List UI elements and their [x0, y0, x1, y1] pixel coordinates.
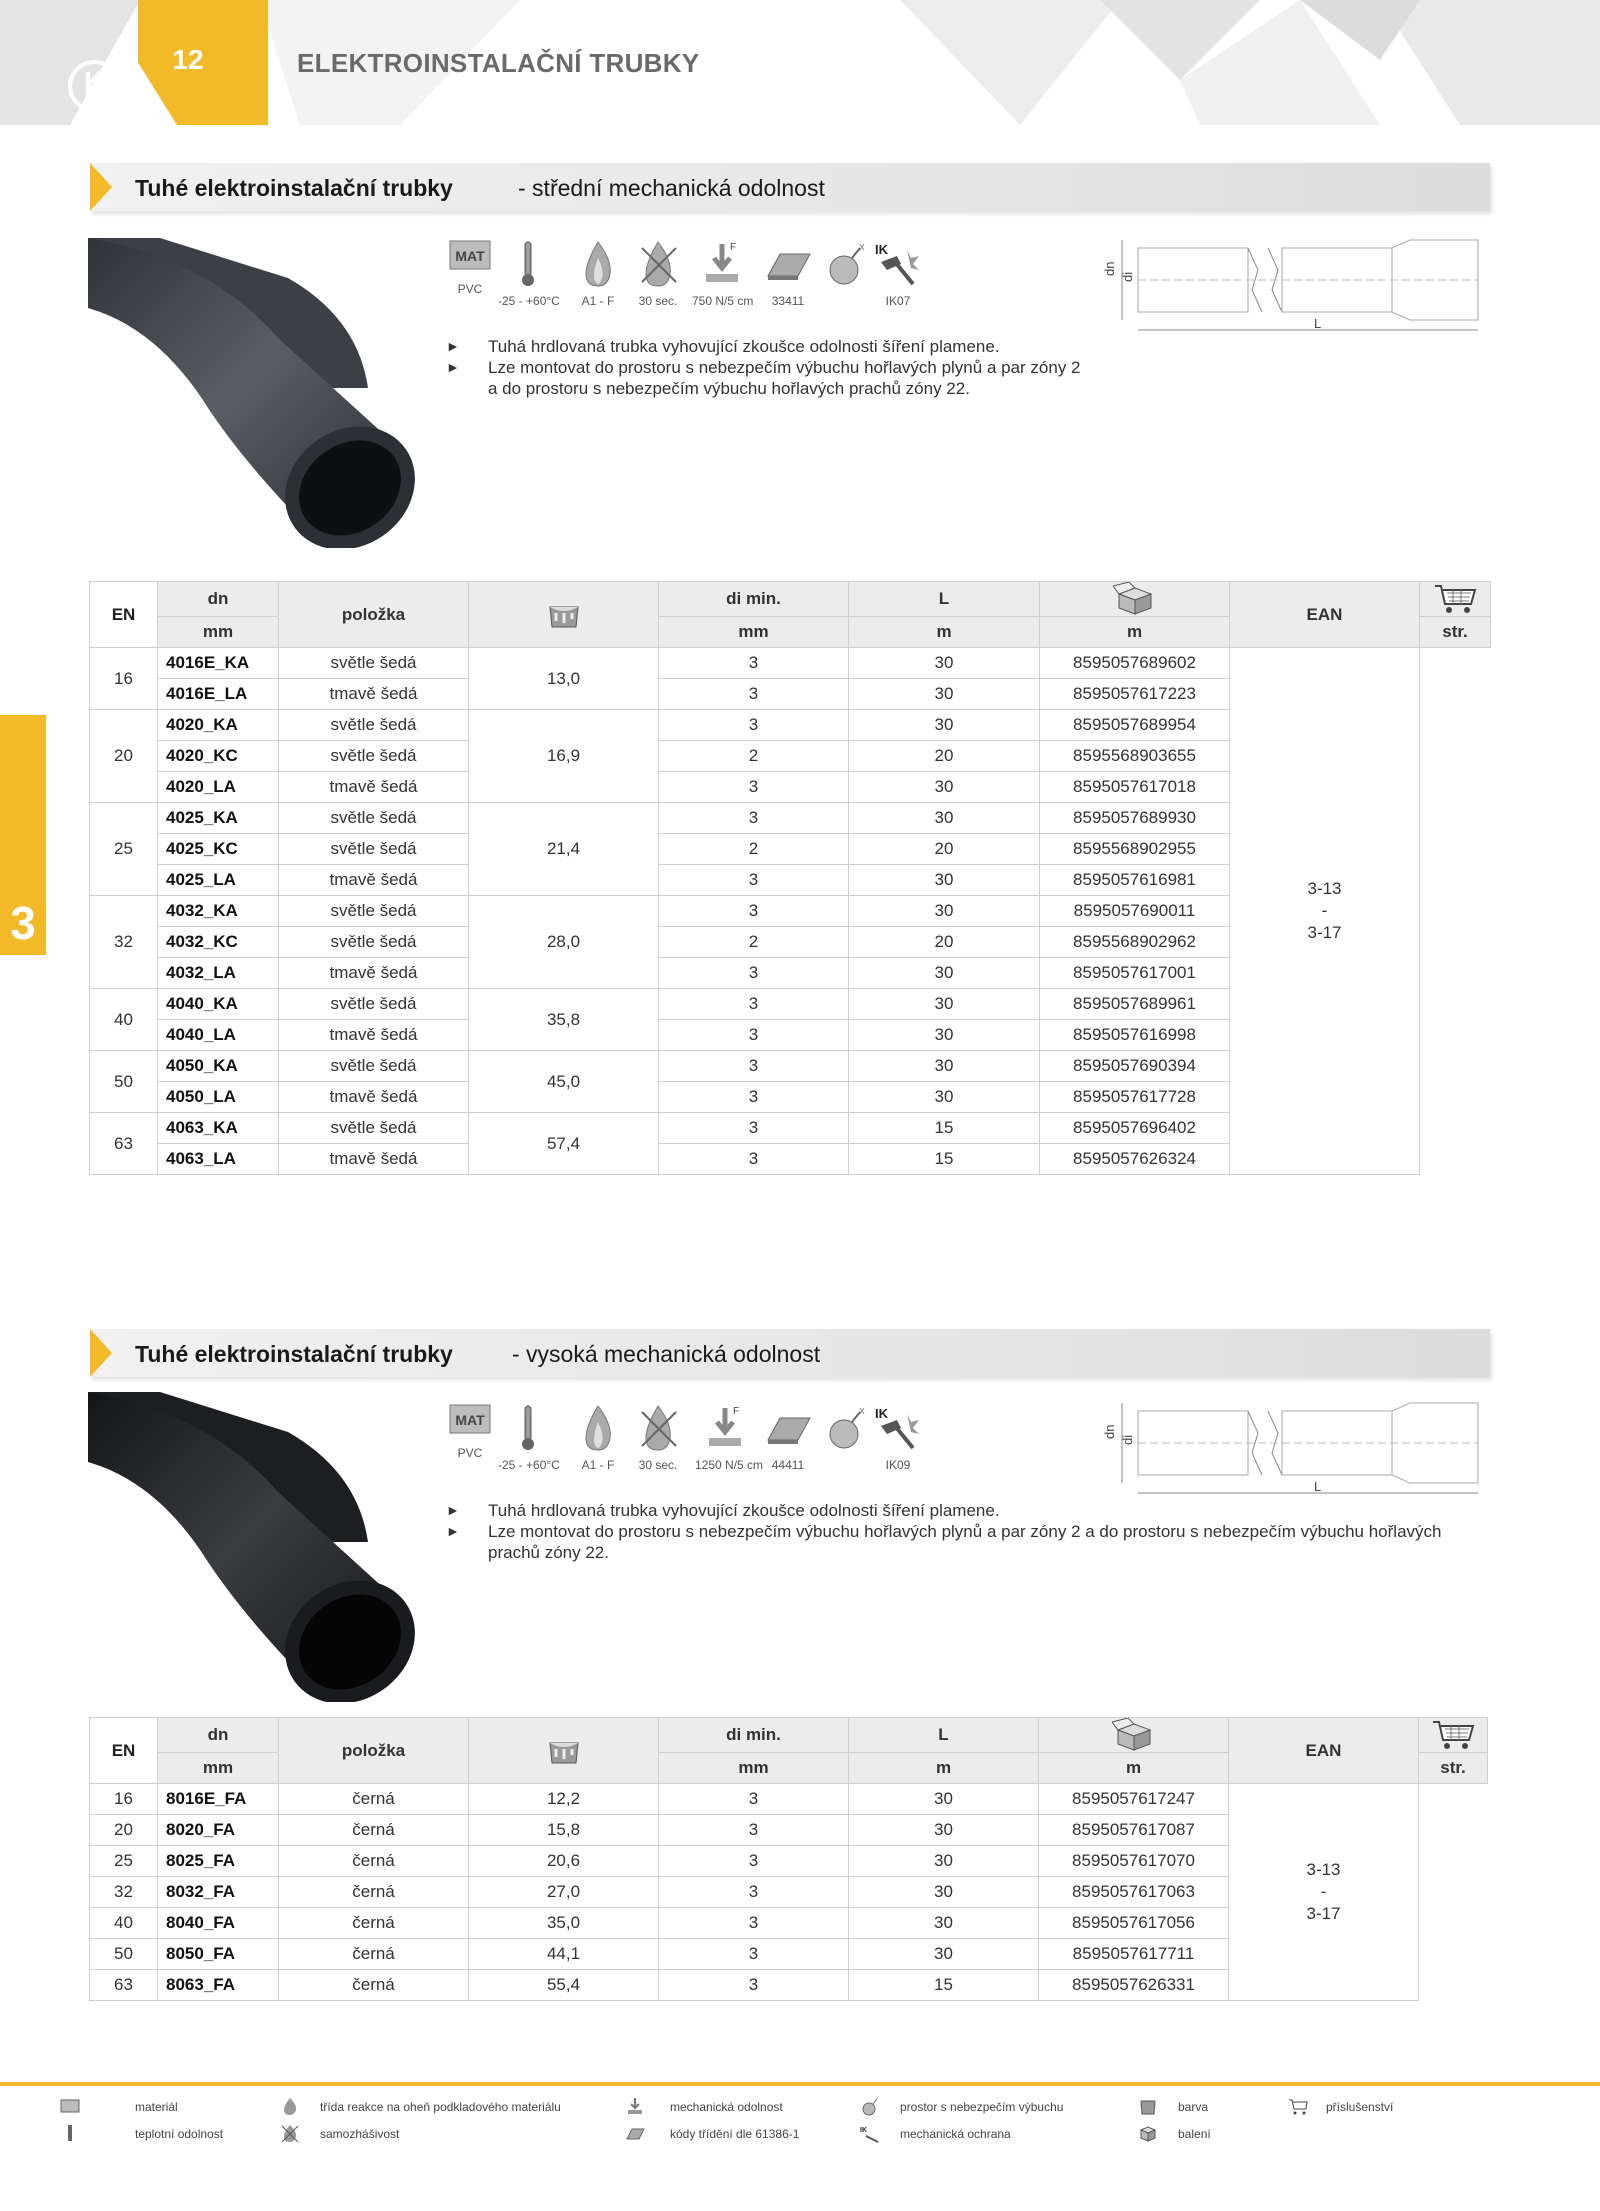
cell-item: 4020_KC	[158, 741, 279, 772]
cell-pack: 30	[849, 1020, 1040, 1051]
cell-length: 3	[659, 958, 849, 989]
cell-item: 4063_LA	[158, 1144, 279, 1175]
cell-ean: 8595057689602	[1040, 648, 1230, 679]
cell-pack: 15	[849, 1113, 1040, 1144]
flame-icon	[578, 1404, 618, 1452]
cell-ean: 8595057617070	[1039, 1846, 1229, 1877]
cell-page-ref	[1230, 648, 1420, 1175]
box-icon	[1138, 2124, 1158, 2144]
cell-length: 3	[659, 710, 849, 741]
page-ref-line: -	[1320, 1882, 1327, 1901]
cell-dimin: 20,6	[469, 1846, 659, 1877]
impact-prop: IK IK09	[868, 1404, 928, 1472]
col-pack	[1039, 1718, 1229, 1753]
cell-pack: 30	[849, 648, 1040, 679]
svg-text:F: F	[730, 242, 737, 253]
bullet-item: ► Lze montovat do prostoru s nebezpečím výbuchu hořlavých plynů a par zóny 2 a do prostoru s nebezpečím výbuchu hořlavých prachů zóny 22.	[446, 358, 1081, 398]
cell-item: 4020_LA	[158, 772, 279, 803]
box-icon	[1112, 1718, 1156, 1752]
legend-label: příslušenství	[1326, 2100, 1394, 2114]
banner-arrow-icon	[90, 163, 112, 211]
cell-item: 8016E_FA	[158, 1784, 279, 1815]
cell-item: 8020_FA	[158, 1815, 279, 1846]
cell-ean: 8595057617247	[1039, 1784, 1229, 1815]
legend-label: třída reakce na oheň podkladového materiálu	[320, 2100, 561, 2114]
cell-dimin: 15,8	[469, 1815, 659, 1846]
cell-ean: 8595568903655	[1040, 741, 1230, 772]
cell-item: 8025_FA	[158, 1846, 279, 1877]
svg-text:dn: dn	[1102, 1424, 1117, 1439]
cell-page-ref	[1229, 1784, 1419, 2001]
page-ref-line: 3-13	[1306, 1860, 1341, 1879]
svg-text:IK: IK	[860, 2127, 867, 2134]
cell-color: černá	[279, 1970, 469, 2001]
norm-cell: EN	[90, 1718, 158, 1784]
cell-dn: 63	[90, 1970, 158, 2001]
material-prop: MAT PVC	[440, 1404, 500, 1460]
cell-length: 3	[659, 772, 849, 803]
section-1-banner	[90, 163, 1490, 211]
cell-pack: 20	[849, 927, 1040, 958]
norm-cell: EN	[90, 582, 158, 648]
cell-dimin: 57,4	[469, 1113, 659, 1175]
paint-icon	[546, 599, 582, 631]
footer-rule	[0, 2082, 1600, 2086]
cart-icon	[1433, 582, 1477, 616]
bomb-icon	[860, 2097, 880, 2117]
cell-pack: 30	[849, 1908, 1039, 1939]
page-number: 12	[172, 44, 204, 75]
svg-text:MAT: MAT	[455, 248, 485, 264]
material-prop: MAT PVC	[440, 240, 500, 296]
cell-color: černá	[279, 1939, 469, 1970]
svg-text:di: di	[1120, 1434, 1135, 1445]
paint-icon	[1138, 2097, 1158, 2117]
cell-item: 4032_KA	[158, 896, 279, 927]
mat-icon	[449, 240, 491, 270]
cell-ean: 8595568902955	[1040, 834, 1230, 865]
cell-ean: 8595057617223	[1040, 679, 1230, 710]
cell-length: 3	[659, 896, 849, 927]
banner-arrow-icon	[90, 1329, 112, 1377]
icon-legend	[0, 2100, 1600, 2160]
cart-icon	[1288, 2097, 1308, 2117]
cell-dn: 20	[90, 1815, 158, 1846]
thermometer-icon	[518, 1404, 538, 1452]
pressure-icon	[625, 2097, 645, 2117]
col-ean: EAN	[1229, 1718, 1419, 1784]
cell-dn: 32	[90, 896, 158, 989]
page-ref-line: 3-13	[1307, 879, 1342, 898]
cell-pack: 30	[849, 1784, 1039, 1815]
cell-item: 4032_KC	[158, 927, 279, 958]
self-extinguish-icon	[636, 1404, 680, 1452]
col-ean: EAN	[1230, 582, 1420, 648]
col-pack	[1040, 582, 1230, 617]
impact-prop: IK IK07	[868, 240, 928, 308]
paint-icon	[546, 1735, 582, 1767]
cell-length: 3	[659, 1939, 849, 1970]
legend-label: materiál	[135, 2100, 178, 2114]
svg-text:IK: IK	[875, 242, 888, 257]
cell-length: 3	[659, 1877, 849, 1908]
cell-color: tmavě šedá	[279, 772, 469, 803]
svg-text:L: L	[1314, 1479, 1322, 1494]
col-dn: dn	[158, 1718, 279, 1753]
page-ref-line: 3-17	[1307, 923, 1342, 942]
section-1-bullets	[446, 336, 1086, 399]
cell-pack: 30	[849, 958, 1040, 989]
cart-icon	[1431, 1718, 1475, 1752]
cell-ean: 8595057689961	[1040, 989, 1230, 1020]
cell-pack: 30	[849, 772, 1040, 803]
cell-ean: 8595057689930	[1040, 803, 1230, 834]
cell-length: 3	[659, 1082, 849, 1113]
legend-label: prostor s nebezpečím výbuchu	[900, 2100, 1064, 2114]
cell-dn: 40	[90, 989, 158, 1051]
cell-item: 4040_KA	[158, 989, 279, 1020]
cell-color: světle šedá	[279, 989, 469, 1020]
cell-ean: 8595057616998	[1040, 1020, 1230, 1051]
section-1-product-table: EN dn položka di min. L EAN mm mm m m str. 16 4016E_KA světle šedá 13,0 3 30 8595057689602 3-13 - 3-17 4016E_LA tmavě šedá 3 30 8595057617223 20 4020_KA světle šedá 16,9 3 30 8595057689954 4020_KC světle šedá 2 20 8595568903655 4020_LA tmavě šedá 3 30 8595057617018 25 4025_KA světle šedá 21,4 3 30 8595057689930 4025_KC světle šedá 2 20 8595568902955 4025_LA tmavě šedá 3 30 8595057616981 32 4032_KA světle šedá 28,0 3 30 8595057690011 4032_KC světle šedá 2 20 8595568902962 4032_LA tmavě šedá 3 30 8595057617001 40 4040_KA světle šedá 35,8 3 30 8595057689961 4040_LA tmavě šedá 3 30 8595057616998 50 4050_KA světle šedá 45,0 3 30 8595057690394 4050_LA tmavě šedá 3 30 8595057617728 63 4063_KA světle šedá 57,4 3 15 8595057696402 4063_LA tmavě šedá 3 15 8595057626324	[89, 581, 1491, 1175]
cell-ean: 8595057617056	[1039, 1908, 1229, 1939]
cell-color: tmavě šedá	[279, 958, 469, 989]
cell-ean: 8595057617018	[1040, 772, 1230, 803]
cell-dn: 25	[90, 803, 158, 896]
legend-label: mechanická odolnost	[670, 2100, 783, 2114]
cell-length: 3	[659, 1846, 849, 1877]
self-extinguish-icon	[636, 240, 680, 288]
cell-pack: 30	[849, 710, 1040, 741]
mechanical-prop: F 750 N/5 cm	[692, 242, 754, 308]
cell-ean: 8595057617001	[1040, 958, 1230, 989]
hammer-icon	[873, 240, 923, 288]
col-dimin: di min.	[659, 1718, 849, 1753]
cell-color: černá	[279, 1846, 469, 1877]
legend-label: balení	[1178, 2127, 1211, 2141]
plate-icon	[764, 240, 812, 288]
cell-dn: 25	[90, 1846, 158, 1877]
cell-length: 3	[659, 1113, 849, 1144]
cell-dn: 32	[90, 1877, 158, 1908]
bullet-item: ► Tuhá hrdlovaná trubka vyhovující zkoušce odolnosti šíření plamene.	[446, 337, 1000, 356]
cell-ean: 8595057626324	[1040, 1144, 1230, 1175]
section-2-properties	[440, 1404, 960, 1494]
cell-pack: 30	[849, 989, 1040, 1020]
cell-color: černá	[279, 1908, 469, 1939]
cell-item: 4050_KA	[158, 1051, 279, 1082]
cell-length: 3	[659, 865, 849, 896]
cell-length: 3	[659, 1908, 849, 1939]
col-color	[469, 582, 659, 648]
cell-ean: 8595057617063	[1039, 1877, 1229, 1908]
section-1-subtitle: - střední mechanická odolnost	[518, 175, 825, 201]
cell-color: světle šedá	[279, 896, 469, 927]
cell-pack: 30	[849, 803, 1040, 834]
cell-color: tmavě šedá	[279, 1020, 469, 1051]
plate-icon	[764, 1404, 812, 1452]
cell-pack: 15	[849, 1144, 1040, 1175]
cell-dn: 63	[90, 1113, 158, 1175]
table-row	[90, 1784, 1488, 1815]
cell-color: světle šedá	[279, 648, 469, 679]
grey-tube-photo	[88, 238, 418, 548]
cell-pack: 15	[849, 1970, 1039, 2001]
cell-item: 4050_LA	[158, 1082, 279, 1113]
cell-dimin: 45,0	[469, 1051, 659, 1113]
cell-item: 4032_LA	[158, 958, 279, 989]
page-ref-line: -	[1321, 901, 1328, 920]
col-item: položka	[279, 582, 469, 648]
cell-length: 3	[659, 1970, 849, 2001]
cell-dimin: 35,8	[469, 989, 659, 1051]
cell-length: 3	[659, 1020, 849, 1051]
cell-item: 8063_FA	[158, 1970, 279, 2001]
section-2-banner	[90, 1329, 1490, 1377]
cell-ean: 8595057617087	[1039, 1815, 1229, 1846]
cell-color: světle šedá	[279, 927, 469, 958]
legend-label: mechanická ochrana	[900, 2127, 1011, 2141]
mat-icon	[60, 2097, 80, 2117]
cell-ean: 8595057616981	[1040, 865, 1230, 896]
legend-label: kódy třídění dle 61386-1	[670, 2127, 800, 2141]
section-2-product-table: EN dn položka di min. L EAN mm mm m m str. 16 8016E_FA černá 12,2 3 30 8595057617247 3-13 - 3-17 20 8020_FA černá 15,8 3 30 8595057617087 25 8025_FA černá 20,6 3 30 8595057617070 32 8032_FA černá 27,0 3 30 8595057617063 40 8040_FA černá 35,0 3 30 8595057617056 50 8050_FA černá 44,1 3 30 8595057617711 63 8063_FA černá 55,4 3 15 8595057626331	[89, 1717, 1488, 2001]
cell-color: tmavě šedá	[279, 1144, 469, 1175]
cell-length: 3	[659, 1144, 849, 1175]
cell-pack: 30	[849, 896, 1040, 927]
cell-pack: 30	[849, 1939, 1039, 1970]
cell-dn: 16	[90, 648, 158, 710]
cell-ean: 8595057690394	[1040, 1051, 1230, 1082]
legend-label: samozhášivost	[320, 2127, 400, 2141]
thermometer-icon	[518, 240, 538, 288]
fire-class-prop: A1 - F	[568, 240, 628, 308]
legend-label: barva	[1178, 2100, 1209, 2114]
cell-pack: 30	[849, 1877, 1039, 1908]
cell-item: 4025_LA	[158, 865, 279, 896]
cell-item: 4025_KC	[158, 834, 279, 865]
cell-length: 3	[659, 1784, 849, 1815]
cell-ean: 8595057626331	[1039, 1970, 1229, 2001]
pressure-icon	[703, 1404, 747, 1452]
cell-color: tmavě šedá	[279, 1082, 469, 1113]
thermometer-icon	[60, 2124, 80, 2144]
page-title: ELEKTROINSTALAČNÍ TRUBKY	[297, 48, 700, 78]
temperature-prop: -25 - +60°C	[498, 240, 558, 308]
cell-dn: 40	[90, 1908, 158, 1939]
mat-icon	[449, 1404, 491, 1434]
section-1-title: Tuhé elektroinstalační trubky	[135, 175, 453, 201]
col-L: L	[849, 1718, 1039, 1753]
cell-dimin: 44,1	[469, 1939, 659, 1970]
svg-text:F: F	[733, 1406, 740, 1417]
cell-color: tmavě šedá	[279, 679, 469, 710]
flame-icon	[578, 240, 618, 288]
section-2-title: Tuhé elektroinstalační trubky	[135, 1341, 453, 1367]
cell-color: tmavě šedá	[279, 865, 469, 896]
svg-text:dn: dn	[1102, 261, 1117, 276]
cell-ean: 8595057617711	[1039, 1939, 1229, 1970]
col-dn: dn	[158, 582, 279, 617]
plate-icon	[625, 2124, 645, 2144]
mechanical-prop: F 1250 N/5 cm	[695, 1406, 764, 1472]
cell-length: 3	[659, 648, 849, 679]
svg-text:IK: IK	[875, 1406, 888, 1421]
cell-item: 4020_KA	[158, 710, 279, 741]
box-icon	[1113, 582, 1157, 616]
cell-dimin: 12,2	[469, 1784, 659, 1815]
cell-color: světle šedá	[279, 1113, 469, 1144]
col-color	[469, 1718, 659, 1784]
self-extinguish-prop: 30 sec.	[628, 1404, 688, 1472]
cell-pack: 30	[849, 1082, 1040, 1113]
cell-item: 4016E_LA	[158, 679, 279, 710]
cell-dn: 16	[90, 1784, 158, 1815]
cell-length: 3	[659, 989, 849, 1020]
cell-length: 2	[659, 741, 849, 772]
cell-item: 4016E_KA	[158, 648, 279, 679]
col-L: L	[849, 582, 1040, 617]
cell-color: černá	[279, 1784, 469, 1815]
col-dimin: di min.	[659, 582, 849, 617]
fire-class-prop: A1 - F	[568, 1404, 628, 1472]
legend-label: teplotní odolnost	[135, 2127, 224, 2141]
cell-dimin: 55,4	[469, 1970, 659, 2001]
explosion-zone-prop	[816, 1404, 876, 1452]
svg-text:di: di	[1120, 271, 1135, 282]
bomb-icon	[824, 240, 868, 288]
cell-dimin: 35,0	[469, 1908, 659, 1939]
cell-color: černá	[279, 1815, 469, 1846]
cell-length: 2	[659, 834, 849, 865]
cell-ean: 8595568902962	[1040, 927, 1230, 958]
page-ref-line: 3-17	[1306, 1904, 1341, 1923]
cell-pack: 20	[849, 741, 1040, 772]
section-2-subtitle: - vysoká mechanická odolnost	[512, 1341, 821, 1367]
col-item: položka	[279, 1718, 469, 1784]
cell-length: 3	[659, 679, 849, 710]
cell-pack: 20	[849, 834, 1040, 865]
temperature-prop: -25 - +60°C	[498, 1404, 558, 1472]
flame-icon	[280, 2097, 300, 2117]
cell-dn: 50	[90, 1051, 158, 1113]
cell-pack: 30	[849, 1846, 1039, 1877]
cell-dimin: 27,0	[469, 1877, 659, 1908]
pressure-icon	[700, 240, 744, 288]
cell-pack: 30	[849, 1815, 1039, 1846]
bullet-item: ► Tuhá hrdlovaná trubka vyhovující zkoušce odolnosti šíření plamene.	[446, 1501, 1000, 1520]
company-logo-icon	[66, 58, 122, 114]
cell-dn: 50	[90, 1939, 158, 1970]
cell-item: 4025_KA	[158, 803, 279, 834]
cell-color: světle šedá	[279, 741, 469, 772]
section-2-bullets	[446, 1500, 1456, 1563]
self-extinguish-prop: 30 sec.	[628, 240, 688, 308]
chapter-number: 3	[10, 897, 36, 949]
cell-color: světle šedá	[279, 1051, 469, 1082]
tube-dimension-drawing	[1098, 230, 1488, 340]
cell-pack: 30	[849, 1051, 1040, 1082]
cell-dimin: 16,9	[469, 710, 659, 803]
cell-length: 3	[659, 1051, 849, 1082]
cell-ean: 8595057617728	[1040, 1082, 1230, 1113]
table-row	[90, 648, 1491, 679]
hammer-icon	[873, 1404, 923, 1452]
cell-ean: 8595057696402	[1040, 1113, 1230, 1144]
cell-item: 8050_FA	[158, 1939, 279, 1970]
cell-length: 3	[659, 803, 849, 834]
cell-color: světle šedá	[279, 803, 469, 834]
cell-pack: 30	[849, 679, 1040, 710]
cell-item: 4040_LA	[158, 1020, 279, 1051]
self-extinguish-icon	[280, 2124, 300, 2144]
cell-ean: 8595057689954	[1040, 710, 1230, 741]
cell-color: světle šedá	[279, 710, 469, 741]
col-accessories	[1420, 582, 1491, 617]
svg-text:MAT: MAT	[455, 1412, 485, 1428]
cell-dn: 20	[90, 710, 158, 803]
cell-dimin: 21,4	[469, 803, 659, 896]
svg-text:L: L	[1314, 316, 1322, 331]
cell-pack: 30	[849, 865, 1040, 896]
hammer-icon	[860, 2124, 880, 2144]
cell-item: 4063_KA	[158, 1113, 279, 1144]
classification-code-prop: 44411	[758, 1404, 818, 1472]
cell-length: 2	[659, 927, 849, 958]
cell-dimin: 28,0	[469, 896, 659, 989]
cell-ean: 8595057690011	[1040, 896, 1230, 927]
black-tube-photo	[88, 1392, 418, 1702]
cell-dimin: 13,0	[469, 648, 659, 710]
col-accessories	[1419, 1718, 1488, 1753]
bomb-icon	[824, 1404, 868, 1452]
cell-color: světle šedá	[279, 834, 469, 865]
section-1-properties	[440, 240, 960, 330]
bullet-item: ► Lze montovat do prostoru s nebezpečím výbuchu hořlavých plynů a par zóny 2 a do prostoru s nebezpečím výbuchu hořlavých prachů zóny 22.	[446, 1522, 1442, 1562]
tube-dimension-drawing	[1098, 1393, 1488, 1503]
cell-item: 8032_FA	[158, 1877, 279, 1908]
cell-color: černá	[279, 1877, 469, 1908]
cell-length: 3	[659, 1815, 849, 1846]
classification-code-prop: 33411	[758, 240, 818, 308]
cell-item: 8040_FA	[158, 1908, 279, 1939]
explosion-zone-prop	[816, 240, 876, 288]
